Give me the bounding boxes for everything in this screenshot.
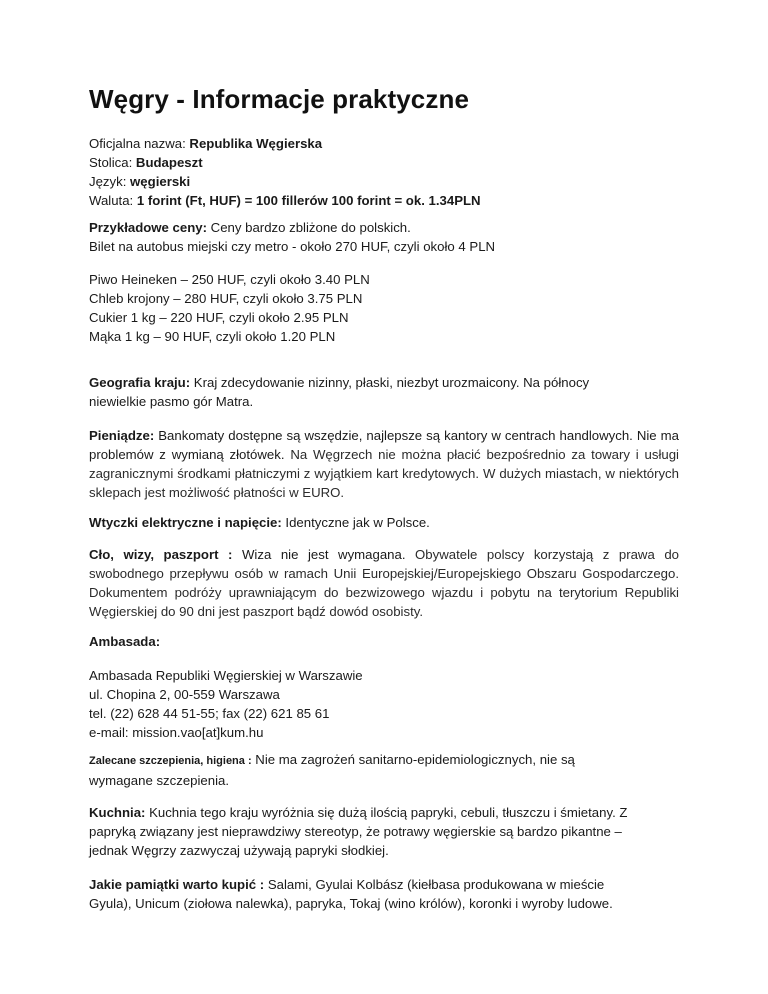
capital-line: Stolica: Budapeszt <box>89 155 203 170</box>
price-item: Piwo Heineken – 250 HUF, czyli około 3.40 PLN <box>89 272 370 287</box>
embassy-email: e-mail: mission.vao[at]kum.hu <box>89 725 264 740</box>
official-name-line: Oficjalna nazwa: Republika Węgierska <box>89 136 323 151</box>
capital-value: Budapeszt <box>135 155 203 170</box>
currency-value: 1 forint (Ft, HUF) = 100 fillerów 100 forint = ok. 1.34PLN <box>136 193 481 208</box>
basic-info-section <box>89 134 679 210</box>
customs-label: Cło, wizy, paszport : <box>89 547 233 562</box>
bus-ticket-line: Bilet na autobus miejski czy metro - około 270 HUF, czyli około 4 PLN <box>89 239 496 254</box>
vaccines-section: Zalecane szczepienia, higiena : Nie ma zagrożeń sanitarno-epidemiologicznych, nie są wymagane szczepienia. <box>89 752 575 788</box>
prices-label: Przykładowe ceny: <box>89 220 208 235</box>
cuisine-label: Kuchnia: <box>89 805 146 820</box>
embassy-section <box>89 632 679 651</box>
language-line: Język: węgierski <box>89 174 191 189</box>
customs-section: Cło, wizy, paszport : Wiza nie jest wymagana. Obywatele polscy korzystają z prawa do swobodnego przepływu osób w ramach Unii Europejskiej/Europejskiego Obszaru Gospodarczego. Dokumentem podróży uprawniającym do bezwizowego wjazdu i pobytu na terytorium Republiki Węgierskiej do 90 dni jest paszport bądź dowód osobisty. <box>89 547 680 619</box>
souvenirs-label: Jakie pamiątki warto kupić : <box>89 877 265 892</box>
geography-label: Geografia kraju: <box>89 375 191 390</box>
price-item: Chleb krojony – 280 HUF, czyli około 3.75 PLN <box>89 291 363 306</box>
embassy-label: Ambasada: <box>89 634 161 649</box>
embassy-name: Ambasada Republiki Węgierskiej w Warszawie <box>89 668 363 683</box>
embassy-contact <box>89 666 679 742</box>
money-label: Pieniądze: <box>89 428 155 443</box>
cuisine-section: Kuchnia: Kuchnia tego kraju wyróżnia się dużą ilością papryki, cebuli, tłuszczu i śmietany. Z papryką związany jest nieprawdziwy stereotyp, że potrawy węgierskie są bardzo pikantne – jednak Węgrzy zazwyczaj używają papryki słodkiej. <box>89 805 628 858</box>
prices-section <box>89 218 679 256</box>
prices-intro-line: Przykładowe ceny: Ceny bardzo zbliżone do polskich. <box>89 220 411 235</box>
price-item: Cukier 1 kg – 220 HUF, czyli około 2.95 PLN <box>89 310 349 325</box>
embassy-address: ul. Chopina 2, 00-559 Warszawa <box>89 687 280 702</box>
language-value: węgierski <box>130 174 191 189</box>
geography-section: Geografia kraju: Kraj zdecydowanie nizinny, płaski, niezbyt urozmaicony. Na północy niewielkie pasmo gór Matra. <box>89 375 590 409</box>
plugs-label: Wtyczki elektryczne i napięcie: <box>89 515 282 530</box>
souvenirs-section: Jakie pamiątki warto kupić : Salami, Gyulai Kolbász (kiełbasa produkowana w mieście Gyula), Unicum (ziołowa nalewka), papryka, Tokaj (wino królów), koronki i wyroby ludowe. <box>89 877 613 911</box>
page-title: Węgry - Informacje praktyczne <box>89 84 470 114</box>
plugs-section: Wtyczki elektryczne i napięcie: Identyczne jak w Polsce. <box>89 515 430 530</box>
currency-line: Waluta: 1 forint (Ft, HUF) = 100 fillerów 100 forint = ok. 1.34PLN <box>89 193 481 208</box>
price-list <box>89 270 679 346</box>
money-section: Pieniądze: Bankomaty dostępne są wszędzie, najlepsze są kantory w centrach handlowych. Nie ma problemów z wymianą złotówek. Na Węgrzech nie można płacić bezpośrednio za towary i usługi zagranicznymi środkami płatniczymi z wyjątkiem kart kredytowych. W dużych miastach, w niektórych sklepach jest możliwość płatności w EURO. <box>89 428 679 500</box>
price-item: Mąka 1 kg – 90 HUF, czyli około 1.20 PLN <box>89 329 336 344</box>
embassy-phone: tel. (22) 628 44 51-55; fax (22) 621 85 61 <box>89 706 330 721</box>
official-name-value: Republika Węgierska <box>189 136 323 151</box>
vaccines-label: Zalecane szczepienia, higiena : <box>89 755 252 767</box>
